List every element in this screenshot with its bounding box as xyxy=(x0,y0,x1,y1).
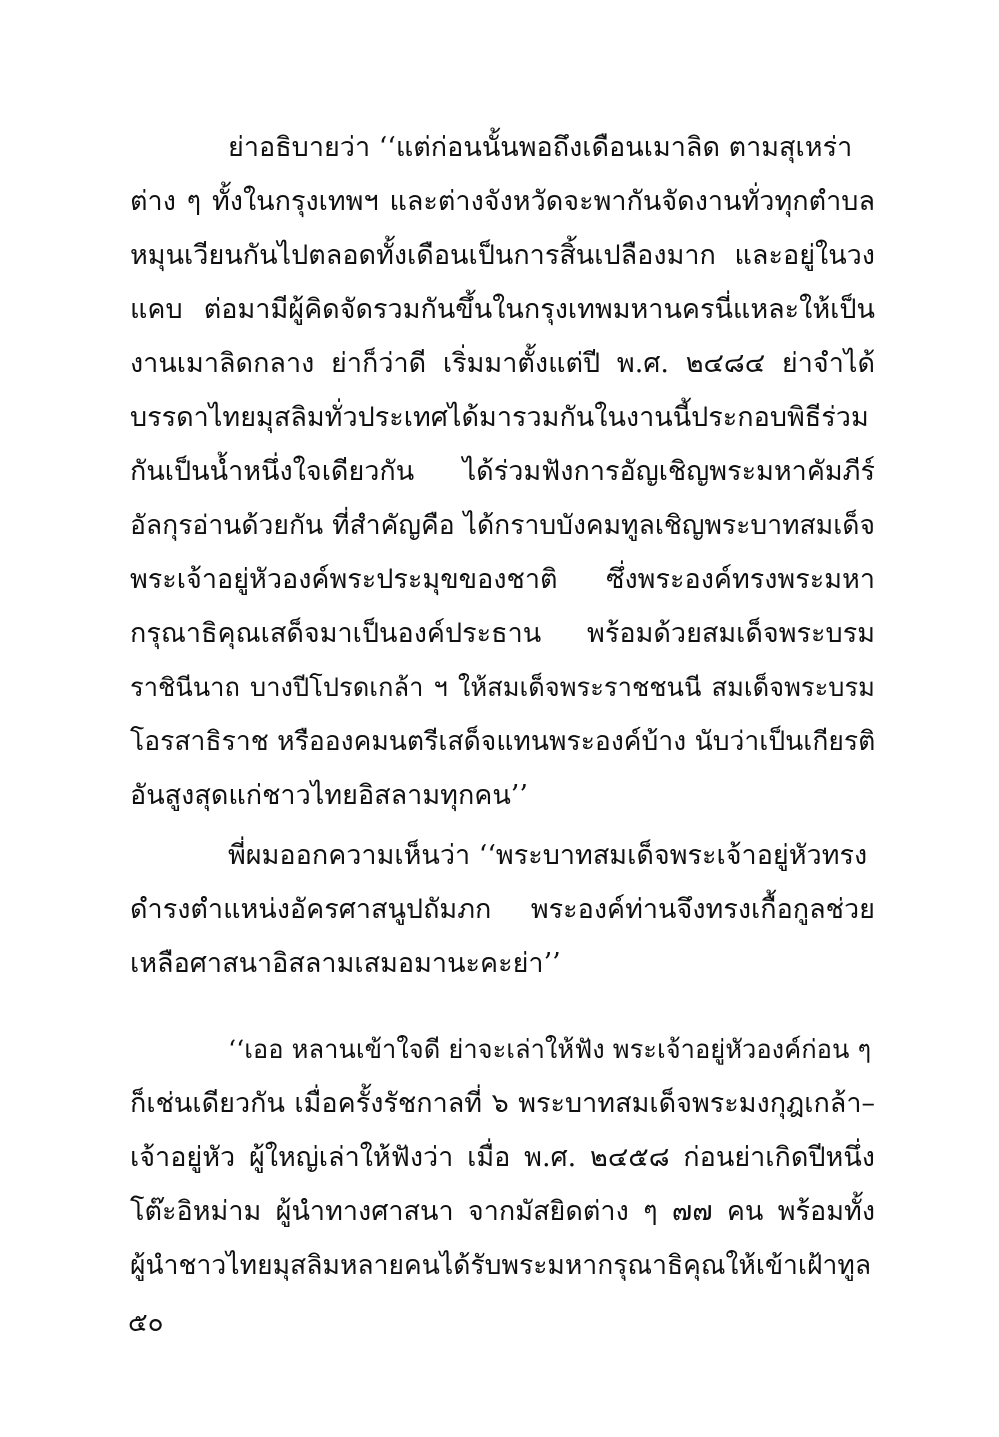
paragraph-line: กันเป็นน้ำหนึ่งใจเดียวกัน ได้ร่วมฟังการอัญเชิญพระมหาคัมภีร์ xyxy=(130,456,875,487)
paragraph-line: ก็เช่นเดียวกัน เมื่อครั้งรัชกาลที่ ๖ พระบาทสมเด็จพระมงกุฎเกล้า– xyxy=(130,1088,875,1119)
paragraph-line: ต่าง ๆ ทั้งในกรุงเทพฯ และต่างจังหวัดจะพากันจัดงานทั่วทุกตำบล xyxy=(130,186,875,217)
page-number: ๕๐ xyxy=(128,1308,164,1338)
paragraph-line: ผู้นำชาวไทยมุสลิมหลายคนได้รับพระมหากรุณาธิคุณให้เข้าเฝ้าทูล xyxy=(130,1250,872,1281)
paragraph-line: เจ้าอยู่หัว ผู้ใหญ่เล่าให้ฟังว่า เมื่อ พ.ศ. ๒๔๕๘ ก่อนย่าเกิดปีหนึ่ง xyxy=(130,1142,875,1173)
paragraph-line: บรรดาไทยมุสลิมทั่วประเทศได้มารวมกันในงานนี้ประกอบพิธีร่วม xyxy=(130,402,869,433)
paragraph-line: กรุณาธิคุณเสด็จมาเป็นองค์ประธาน พร้อมด้วยสมเด็จพระบรม xyxy=(130,618,875,649)
paragraph-line: หมุนเวียนกันไปตลอดทั้งเดือนเป็นการสิ้นเปลืองมาก และอยู่ในวง xyxy=(130,240,875,271)
paragraph-line: ราชินีนาถ บางปีโปรดเกล้า ฯ ให้สมเด็จพระราชชนนี สมเด็จพระบรม xyxy=(130,673,875,703)
paragraph-line: พระเจ้าอยู่หัวองค์พระประมุขของชาติ ซึ่งพระองค์ทรงพระมหา xyxy=(130,564,875,595)
paragraph-line: ดำรงตำแหน่งอัครศาสนูปถัมภก พระองค์ท่านจึงทรงเกื้อกูลช่วย xyxy=(130,894,875,925)
paragraph-line: โต๊ะอิหม่าม ผู้นำทางศาสนา จากมัสยิดต่าง ๆ ๗๗ คน พร้อมทั้ง xyxy=(130,1196,875,1227)
paragraph-line: เหลือศาสนาอิสลามเสมอมานะคะย่า’’ xyxy=(130,948,561,979)
paragraph-line: งานเมาลิดกลาง ย่าก็ว่าดี เริ่มมาตั้งแต่ปี พ.ศ. ๒๔๘๔ ย่าจำได้ xyxy=(130,348,875,379)
paragraph-line: ‘‘เออ หลานเข้าใจดี ย่าจะเล่าให้ฟัง พระเจ้าอยู่หัวองค์ก่อน ๆ xyxy=(228,1035,872,1065)
paragraph-line: อัลกุรอ่านด้วยกัน ที่สำคัญคือ ได้กราบบังคมทูลเชิญพระบาทสมเด็จ xyxy=(130,510,875,541)
paragraph-line: อันสูงสุดแก่ชาวไทยอิสลามทุกคน’’ xyxy=(130,780,528,811)
paragraph-line: โอรสาธิราช หรือองคมนตรีเสด็จแทนพระองค์บ้าง นับว่าเป็นเกียรติ xyxy=(130,726,876,757)
paragraph-line: พี่ผมออกความเห็นว่า ‘‘พระบาทสมเด็จพระเจ้าอยู่หัวทรง xyxy=(228,840,868,871)
paragraph-line: ย่าอธิบายว่า ‘‘แต่ก่อนนั้นพอถึงเดือนเมาลิด ตามสุเหร่า xyxy=(228,132,853,163)
paragraph-line: แคบ ต่อมามีผู้คิดจัดรวมกันขึ้นในกรุงเทพมหานครนี่แหละให้เป็น xyxy=(130,294,875,325)
